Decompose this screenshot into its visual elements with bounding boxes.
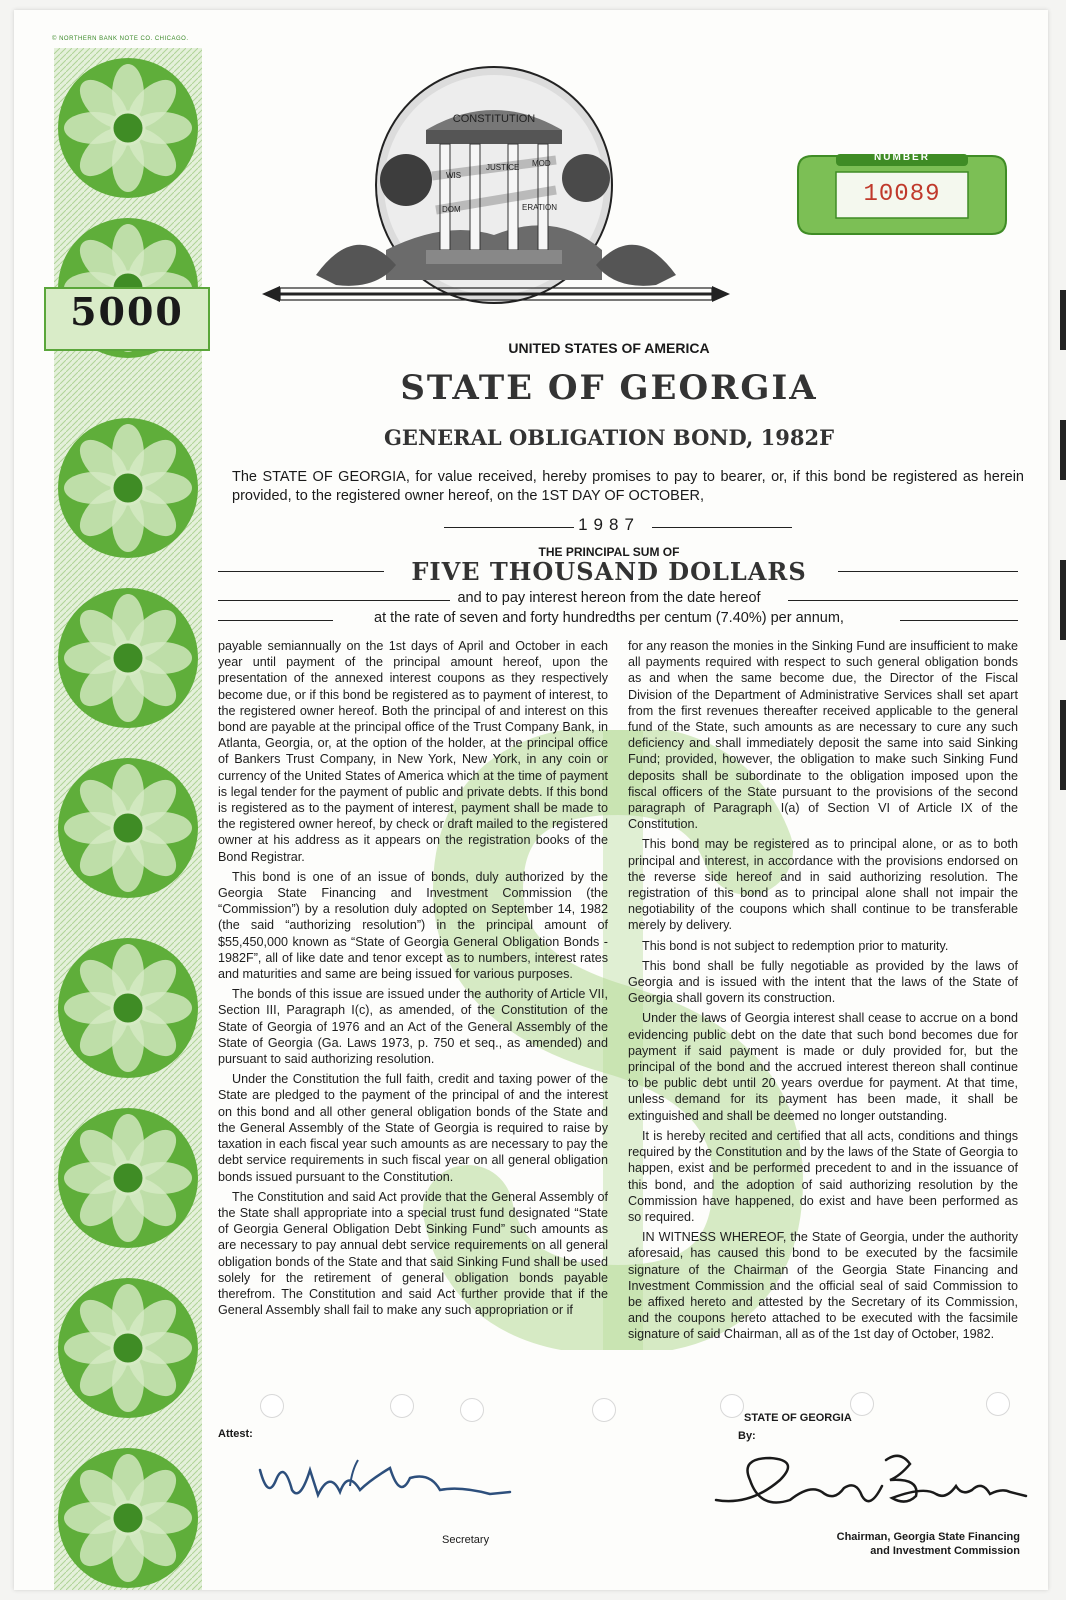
border-rosette [58,1278,198,1418]
vignette-banner-word: DOM [442,205,461,214]
vignette-banner-word: MOD [532,159,551,168]
body-paragraph: This bond shall be fully negotiable as provided by the laws of Georgia and is issued with the intent that the laws of the State of Georgia shall govern its construction. [628,958,1018,1006]
promise-text: The STATE OF GEORGIA, for value received, hereby promises to pay to bearer, or, if this bond be registered as herein provided, to the registered owner hereof, on the 1ST DAY OF OCTOBER, [232,469,1024,504]
vignette-banner-word: WIS [446,171,462,180]
printer-imprint: © NORTHERN BANK NOTE CO. CHICAGO. [52,36,189,42]
body-paragraph: It is hereby recited and certified that all acts, conditions and things required by the Constitution and by the laws of the State of Georgia to happen, exist and be performed precedent to and in the issuance of this bond, and the adoption of said authorizing resolution by the Commission have happened, do exist and have been performed as so required. [628,1128,1018,1224]
principal-label: THE PRINCIPAL SUM OF [538,545,680,559]
interest-line-2: at the rate of seven and forty hundredths per centum (7.40%) per annum, [374,610,844,626]
vignette-banner-word: ERATION [522,203,557,212]
maturity-year: 1987 [578,515,640,534]
border-rosette [58,1108,198,1248]
body-paragraph: The Constitution and said Act provide that the General Assembly of the State shall appropriate into a special trust fund designated “State of Georgia General Obligation Debt Sinking Fund” such amounts as are necessary to pay annual debt service requirements on all general obligation bonds of the State and that said Sinking Fund shall be used solely for the retirement of general obligation bonds payable therefrom. The Constitution and said Act further provide that if the General Assembly shall fail to make any such appropriation or if [218,1189,608,1318]
border-rosette [58,938,198,1078]
bond-title: GENERAL OBLIGATION BOND, 1982F [384,425,834,450]
adjacent-sheet-edge [1060,0,1066,1600]
secretary-signature [240,1440,570,1520]
chairman-signature [710,1440,1030,1530]
bond-terms-right-column [628,638,1018,1384]
vignette-arch-text: CONSTITUTION [452,113,536,125]
serial-number: 10089 [863,181,941,208]
chairman-title-line-1: Chairman, Georgia State Financing [836,1531,1020,1543]
bond-terms-left-column [218,638,608,1384]
issuer-label: STATE OF GEORGIA [744,1412,852,1424]
border-rosette [58,758,198,898]
body-paragraph: This bond is not subject to redemption prior to maturity. [642,938,949,953]
body-paragraph: This bond may be registered as to principal alone, or as to both principal and interest, in accordance with the provisions endorsed on the reverse side hereof and in said authorizing resolution. The registration of this bond as to principal alone shall not impair the negotiability of the coupons which shall continue to be transferable merely by delivery. [628,837,1018,933]
denomination: 5000 [70,289,184,334]
interest-line-1: and to pay interest hereon from the date hereof [457,590,761,606]
by-label: By: [738,1430,756,1442]
vignette-banner-word: JUSTICE [486,163,520,172]
body-paragraph: Under the laws of Georgia interest shall cease to accrue on a bond evidencing public debt on the date that such bond becomes due for payment if said payment is made or duly provided for, but the principal of the bond and the accrued interest thereon shall continue to be public debt until 20 years overdue for payment. At that time, unless demand for its payment has been made, it shall be extinguished and shall be deemed no longer outstanding. [628,1011,1018,1123]
body-paragraph: This bond is one of an issue of bonds, duly authorized by the Georgia State Financing and Investment Commission (the “Commission”) by a resolution duly adopted on September 14, 1982 (the said “authorizing resolution”) in the principal amount of $55,450,000 known as “State of Georgia General Obligation Bonds - 1982F”, all of like date and tenor except as to numbers, interest rates and maturities and same are being issued for various purposes. [218,869,608,982]
border-rosette [58,588,198,728]
state-capitol-vignette [256,60,736,310]
svg-text:George Busbee: George Busbee [710,1520,718,1521]
ornamental-border [48,48,208,1590]
body-paragraph: Under the Constitution the full faith, credit and taxing power of the State are pledged to the payment of the principal of and the interest on this bond and all other general obligation bonds of the State and the General Assembly of the State of Georgia is required to raise by taxation in each fiscal year such amounts as are necessary to pay the debt service requirements in such fiscal year on all general obligation bonds issued pursuant to the Constitution. [218,1072,608,1184]
svg-text:W.M. Nixon: W.M. Nixon [240,1510,246,1511]
chairman-title-line-2: and Investment Commission [870,1545,1020,1557]
border-rosette [58,1448,198,1588]
secretary-title: Secretary [442,1534,490,1546]
country-heading: UNITED STATES OF AMERICA [508,340,710,356]
principal-amount: FIVE THOUSAND DOLLARS [411,557,807,586]
body-paragraph: The bonds of this issue are issued under the authority of Article VII, Section III, Paragraph I(c), as amended, of the Constitution of the State of Georgia of 1976 and an Act of the General Assembly of the State of Georgia (Ga. Laws 1973, p. 750 et seq., as amended) and pursuant to said authorizing resolution. [218,987,608,1067]
body-paragraph: for any reason the monies in the Sinking Fund are insufficient to make all payments required with respect to such general obligation bonds as and when the same become due, the Director of the Fiscal Division of the Department of Administrative Services shall set apart from the first revenues thereafter received applicable to the general fund of the State, such amounts as are necessary to cure any such deficiency and shall immediately deposit the same into said Sinking Fund; provided, however, the obligation to make such Sinking Fund deposits shall be subordinate to the obligation imposed upon the fiscal officers of the State pursuant to the provisions of the second paragraph of Paragraph I(a) of Section VI of Article IX of the Constitution. [628,639,1018,832]
attest-label: Attest: [218,1428,253,1440]
number-label: NUMBER [874,152,930,163]
border-rosette [58,58,198,198]
body-paragraph: IN WITNESS WHEREOF, the State of Georgia, under the authority aforesaid, has caused this bond to be executed by the facsimile signature of the Chairman of the Georgia State Financing and Investment Commission and the official seal of said Commission to be affixed hereto and attested by the Secretary of its Commission, and the coupons hereto attached to be executed with the facsimile signature of said Chairman, all as of the 1st day of October, 1982. [628,1230,1018,1342]
state-heading: STATE OF GEORGIA [400,368,818,408]
body-paragraph: payable semiannually on the 1st days of April and October in each year until payment of the principal amount hereof, upon the presentation of the annexed interest coupons as they respectively become due, or if this bond be registered as to payment of interest, to the registered owner hereof. Both the principal of and interest on this bond are payable at the principal office of the Trust Company Bank, in Atlanta, Georgia, or, at the option of the holder, at the principal office of Bankers Trust Company, in New York, New York, in any coin or currency of the United States of America which at the time of payment is legal tender for the payment of public and private debts. If this bond is registered as to the payment of interest, payment shall be made to the registered owner hereof, by check or draft mailed to the registered owner at his address as it appears on the registration books of the Bond Registrar. [218,639,608,864]
